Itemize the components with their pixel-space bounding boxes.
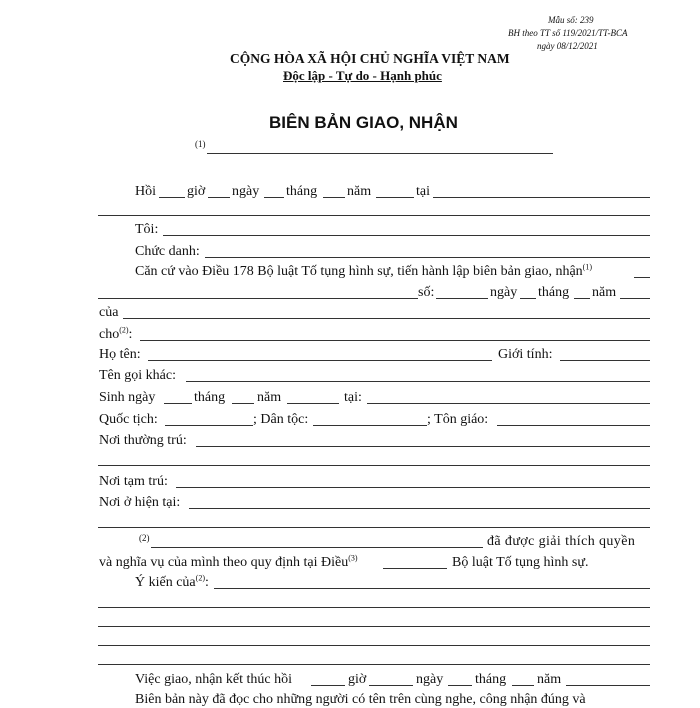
field-place-cont[interactable] (98, 215, 650, 216)
field-noi-thuong-tru-cont[interactable] (98, 465, 650, 466)
field-birth-month[interactable] (232, 403, 254, 404)
field-cho[interactable] (140, 340, 650, 341)
field-toi[interactable] (163, 235, 650, 236)
label-dan-toc: ; Dân tộc: (253, 412, 309, 427)
label-cua: của (99, 305, 119, 320)
field-quoc-tich[interactable] (165, 425, 253, 426)
label-tai: tại (416, 184, 430, 199)
form-code: Mẫu số: 239 (548, 15, 594, 25)
ref-2: (2) (139, 533, 150, 543)
label-gioi-tinh: Giới tính: (498, 347, 553, 362)
field-minute[interactable] (208, 197, 230, 198)
label-toi: Tôi: (135, 222, 159, 237)
label-da-duoc: đã được giải thích quyền (487, 534, 636, 549)
field-gioi-tinh[interactable] (560, 360, 650, 361)
field-birth-day[interactable] (164, 403, 192, 404)
field-ten-goi-khac[interactable] (186, 381, 650, 382)
label-ho-ten: Họ tên: (99, 347, 141, 362)
label-can-cu: Căn cứ vào Điều 178 Bộ luật Tố tụng hình sự, tiến hành lập biên bản giao, nhận$^{(1)}$ (135, 262, 592, 279)
field-birth-year[interactable] (287, 403, 339, 404)
label-ngay-2: ngày (490, 285, 518, 300)
field-end-month[interactable] (512, 685, 534, 686)
label-thang: tháng (286, 184, 318, 199)
label-nam-3: năm (257, 390, 282, 405)
field-end-minute[interactable] (369, 685, 413, 686)
label-so: số: (418, 285, 435, 300)
field-cua[interactable] (123, 318, 650, 319)
label-quoc-tich: Quốc tịch: (99, 412, 158, 427)
field-person[interactable] (151, 547, 483, 548)
field-hour[interactable] (159, 197, 185, 198)
field-y-kien-2[interactable] (98, 607, 650, 608)
field-ho-ten[interactable] (148, 360, 492, 361)
field-place[interactable] (433, 197, 650, 198)
label-bien-ban: Biên bản này đã đọc cho những người có tên trên cùng nghe, công nhận đúng và (135, 692, 586, 707)
label-ngay-3: ngày (416, 672, 444, 687)
label-chuc-danh: Chức danh: (135, 244, 200, 259)
field-line[interactable] (207, 153, 553, 154)
field-birth-place[interactable] (367, 403, 650, 404)
field-y-kien-5[interactable] (98, 664, 650, 665)
form-basis: BH theo TT số 119/2021/TT-BCA (508, 28, 628, 38)
field-end-year[interactable] (566, 685, 650, 686)
label-ten-goi-khac: Tên gọi khác: (99, 368, 176, 383)
label-hoi: Hồi (135, 184, 156, 199)
field-end-hour[interactable] (311, 685, 345, 686)
label-thang-2: tháng (538, 285, 570, 300)
label-thang-4: tháng (475, 672, 507, 687)
label-cho: cho$^{(2)}$: (99, 325, 133, 342)
form-date: ngày 08/12/2021 (537, 41, 598, 51)
field-dan-toc[interactable] (313, 425, 427, 426)
field-y-kien[interactable] (214, 588, 650, 589)
field-so[interactable] (436, 298, 488, 299)
label-tai-2: tại: (344, 390, 362, 405)
field-noi-o-hien-tai-cont[interactable] (98, 527, 650, 528)
field-noi-o-hien-tai[interactable] (189, 508, 650, 509)
label-y-kien: Ý kiến của$^{(2)}$: (135, 573, 209, 590)
label-nam: năm (347, 184, 372, 199)
field-chuc-danh[interactable] (205, 257, 650, 258)
label-gio-2: giờ (348, 672, 367, 687)
field-can-cu[interactable] (634, 277, 650, 278)
label-ngay: ngày (232, 184, 260, 199)
field-y-kien-3[interactable] (98, 626, 650, 627)
label-gio: giờ (187, 184, 206, 199)
field-noi-thuong-tru[interactable] (196, 446, 650, 447)
field-day[interactable] (264, 197, 284, 198)
label-sinh-ngay: Sinh ngày (99, 390, 156, 405)
label-nghia-vu: và nghĩa vụ của mình theo quy định tại Điều$^{(3)}$ (99, 553, 358, 570)
label-nam-4: năm (537, 672, 562, 687)
motto: Độc lập - Tự do - Hạnh phúc (283, 68, 442, 83)
field-month-2[interactable] (574, 298, 590, 299)
field-document[interactable] (98, 298, 418, 299)
field-day-2[interactable] (520, 298, 536, 299)
field-year[interactable] (376, 197, 414, 198)
field-end-day[interactable] (448, 685, 472, 686)
field-y-kien-4[interactable] (98, 645, 650, 646)
label-ton-giao: ; Tôn giáo: (427, 412, 489, 427)
label-bo-luat: Bộ luật Tố tụng hình sự. (452, 555, 589, 570)
label-viec-giao: Việc giao, nhận kết thúc hồi (135, 672, 293, 687)
country-heading: CỘNG HÒA XÃ HỘI CHỦ NGHĨA VIỆT NAM (230, 51, 510, 66)
label-nam-2: năm (592, 285, 617, 300)
field-noi-tam-tru[interactable] (176, 487, 650, 488)
field-dieu[interactable] (383, 568, 447, 569)
field-ton-giao[interactable] (497, 425, 650, 426)
label-thang-3: tháng (194, 390, 226, 405)
label-noi-thuong-tru: Nơi thường trú: (99, 433, 187, 448)
label-noi-o-hien-tai: Nơi ở hiện tại: (99, 495, 181, 510)
field-year-2[interactable] (620, 298, 650, 299)
page-title: BIÊN BẢN GIAO, NHẬN (269, 113, 458, 132)
field-month[interactable] (323, 197, 345, 198)
ref-1: (1) (195, 139, 206, 149)
label-noi-tam-tru: Nơi tạm trú: (99, 474, 168, 489)
